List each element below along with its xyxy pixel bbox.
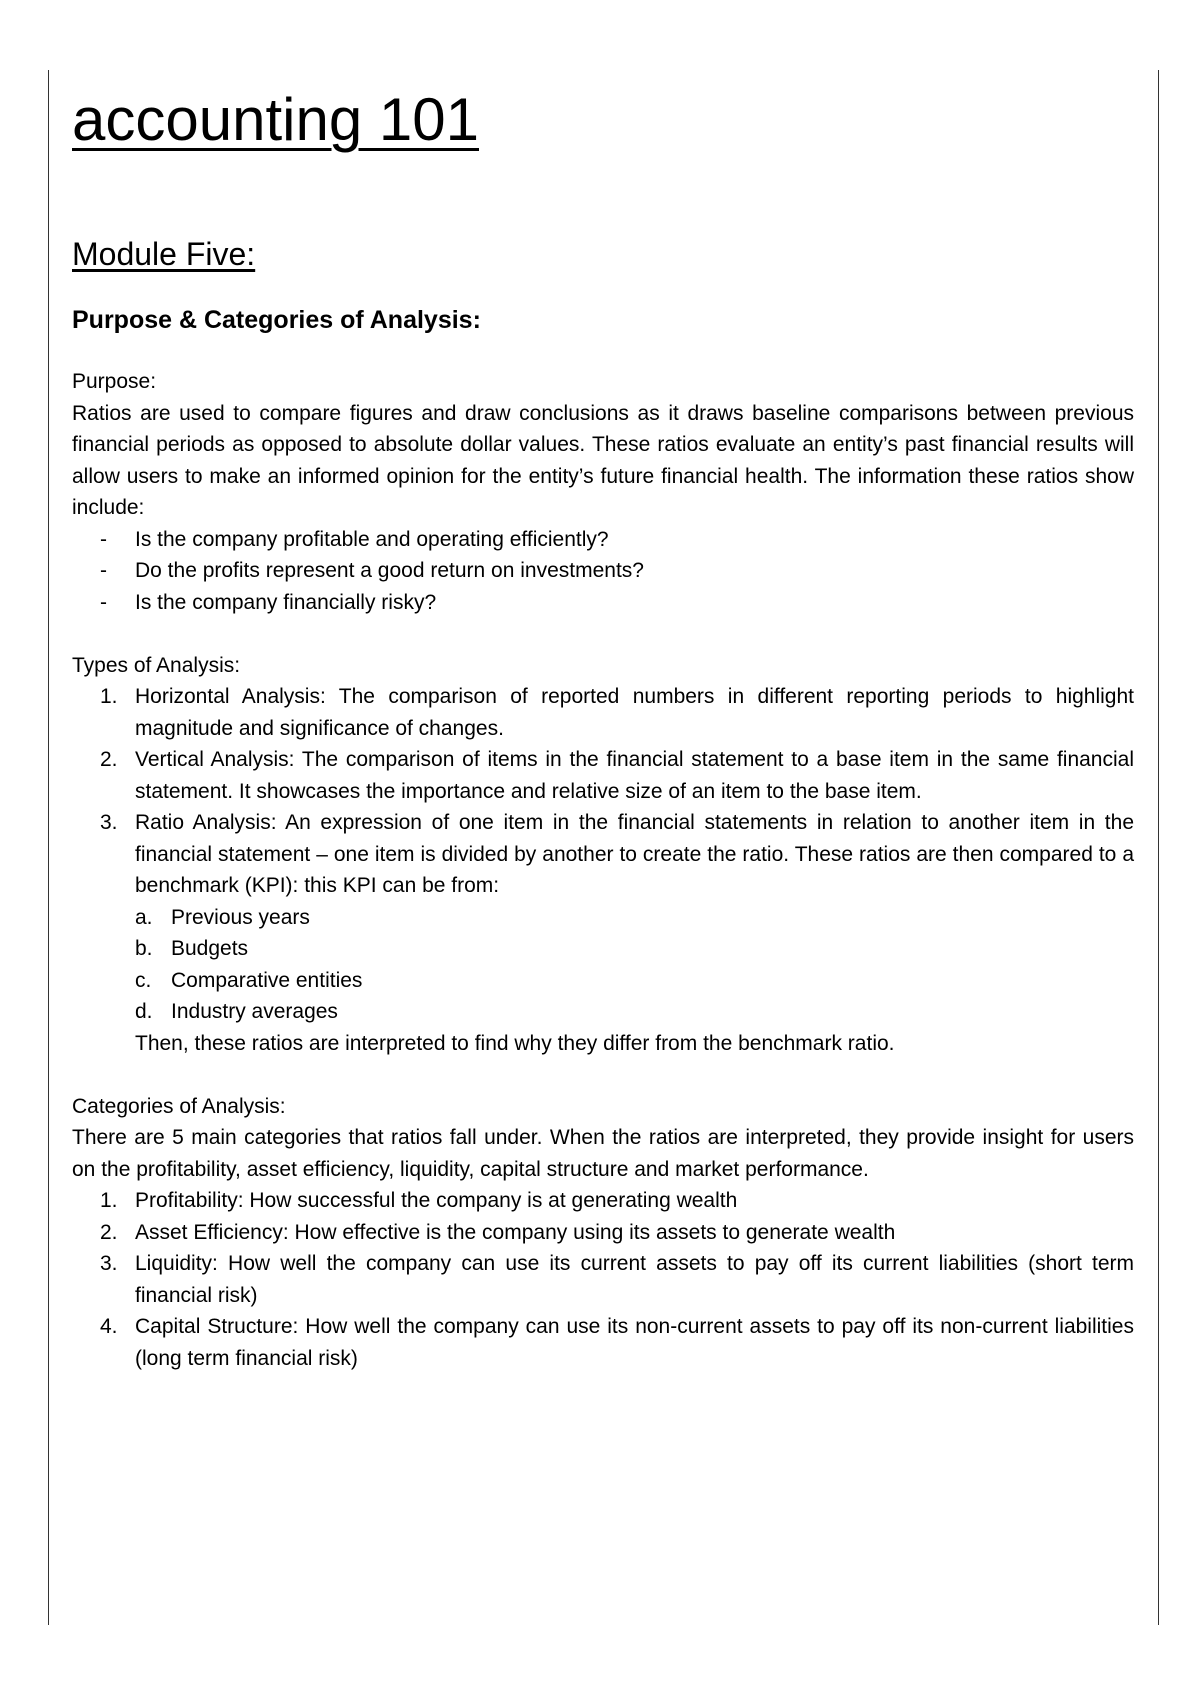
section-heading: Purpose & Categories of Analysis:	[72, 306, 481, 334]
categories-text: There are 5 main categories that ratios fall under. When the ratios are interpreted, they provide insight for users on the profitability, asset efficiency, liquidity, capital structure and market performance.	[72, 1126, 1134, 1181]
sub-list-item: a. Previous years	[135, 905, 310, 929]
categories-list	[72, 1185, 1134, 1374]
list-item: 3. Ratio Analysis: An expression of one item in the financial statements in relation to another item in the financial statement – one item is divided by another to create the ratio. These ratios are then compared to a benchmark (KPI): this KPI can be from: a. Previous years b. Budgets c. Comparative entities d. Industry averages Then, these ratios are interpreted to find why they differ from the benchmark ratio.	[72, 807, 1134, 1059]
types-list	[72, 681, 1134, 1059]
list-item: - Do the profits represent a good return on investments?	[100, 559, 644, 582]
list-item: 4. Capital Structure: How well the company can use its non-current assets to pay off its non-current liabilities (long term financial risk)	[100, 1315, 1134, 1370]
sub-list-item: d. Industry averages	[135, 1000, 338, 1023]
sub-list-item: c. Comparative entities	[135, 968, 363, 992]
purpose-bullets	[72, 524, 1134, 619]
types-heading: Types of Analysis:	[72, 653, 241, 677]
types-conclusion: Then, these ratios are interpreted to find why they differ from the benchmark ratio.	[135, 1031, 895, 1055]
left-border	[48, 70, 49, 1625]
document-title: accounting 101	[72, 86, 479, 153]
list-item: 3. Liquidity: How well the company can use its current assets to pay off its current liabilities (short term financial risk)	[100, 1252, 1134, 1307]
list-item: 1. Horizontal Analysis: The comparison of reported numbers in different reporting periods to highlight magnitude and significance of changes.	[100, 685, 1134, 740]
right-border	[1158, 70, 1159, 1625]
module-heading: Module Five:	[72, 236, 256, 272]
sub-list-item: b. Budgets	[135, 937, 249, 960]
list-item: - Is the company profitable and operating efficiently?	[100, 527, 609, 551]
list-item: 2. Asset Efficiency: How effective is the company using its assets to generate wealth	[100, 1220, 896, 1244]
purpose-heading: Purpose:	[72, 370, 157, 393]
list-item: 1. Profitability: How successful the company is at generating wealth	[100, 1189, 738, 1212]
purpose-text: Ratios are used to compare figures and draw conclusions as it draws baseline comparisons between previous financial periods as opposed to absolute dollar values. These ratios evaluate an entity’s past financial results will allow users to make an informed opinion for the entity’s future financial health. The information these ratios show include:	[72, 401, 1134, 519]
list-item: - Is the company financially risky?	[100, 590, 437, 614]
categories-heading: Categories of Analysis:	[72, 1094, 286, 1118]
list-item: 2. Vertical Analysis: The comparison of items in the financial statement to a base item in the same financial statement. It showcases the importance and relative size of an item to the base item.	[100, 748, 1134, 803]
